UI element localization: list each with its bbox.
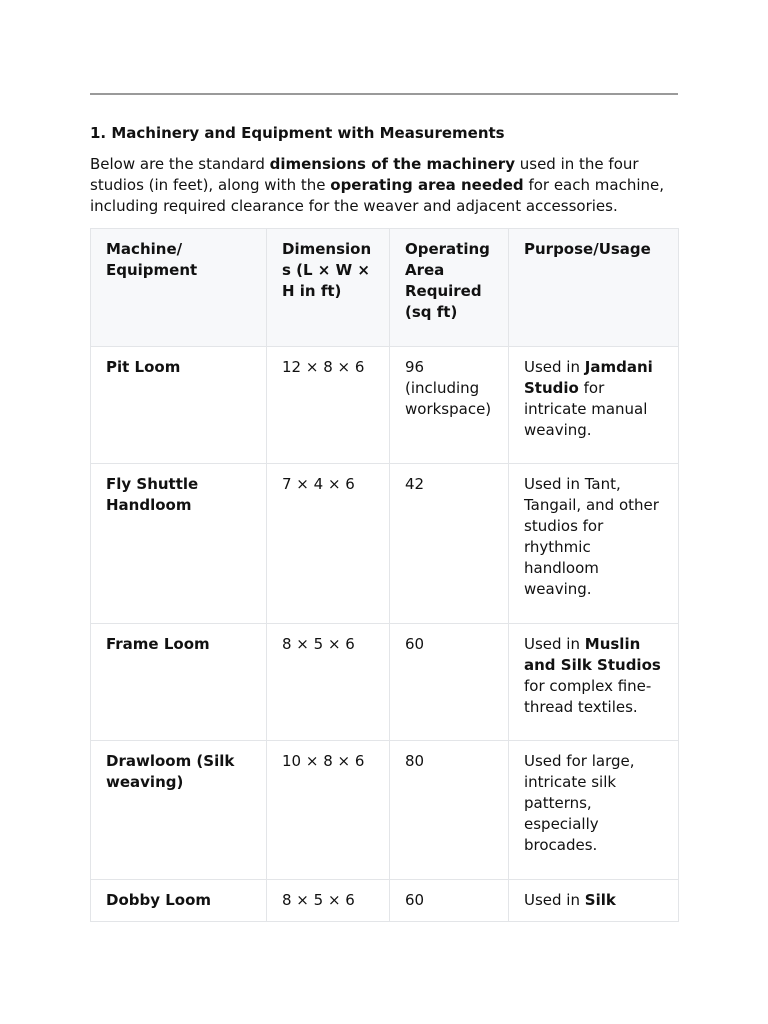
- emphasis-text: dimensions of the machinery: [269, 155, 515, 173]
- cell-dimensions: 8 × 5 × 6: [267, 880, 390, 922]
- text-run: Below are the standard: [90, 155, 270, 173]
- header-machine: Machine/ Equipment: [91, 229, 267, 347]
- cell-dimensions: 12 × 8 × 6: [267, 347, 390, 464]
- text-run: used in the four studios (in feet), along with the: [90, 155, 639, 194]
- cell-purpose: [509, 880, 679, 922]
- table-row: [91, 624, 679, 741]
- cell-dimensions: 7 × 4 × 6: [267, 464, 390, 624]
- cell-area: 60: [390, 880, 509, 922]
- emphasis-text: Jamdani Studio: [524, 358, 653, 397]
- cell-purpose: [509, 741, 679, 880]
- text-run: for each machine, including required clearance for the weaver and adjacent accessories.: [90, 176, 665, 215]
- text-run: for intricate manual weaving.: [524, 379, 648, 439]
- header-dimensions: Dimensions (L × W × H in ft): [267, 229, 390, 347]
- intro-paragraph: [90, 154, 680, 217]
- cell-dimensions: 8 × 5 × 6: [267, 624, 390, 741]
- emphasis-text: Silk: [584, 891, 616, 909]
- emphasis-text: Muslin and Silk Studios: [524, 635, 661, 674]
- cell-machine: Pit Loom: [91, 347, 267, 464]
- cell-dimensions: 10 × 8 × 6: [267, 741, 390, 880]
- section-title: 1. Machinery and Equipment with Measurements: [90, 124, 505, 142]
- cell-machine: Drawloom (Silk weaving): [91, 741, 267, 880]
- table-row: [91, 464, 679, 624]
- cell-machine: Frame Loom: [91, 624, 267, 741]
- cell-area: 42: [390, 464, 509, 624]
- cell-purpose: [509, 464, 679, 624]
- cell-purpose: [509, 347, 679, 464]
- text-run: for complex fine-thread textiles.: [524, 677, 652, 716]
- text-run: Used for large, intricate silk patterns, especially brocades.: [524, 752, 635, 854]
- table-row: [91, 880, 679, 922]
- emphasis-text: operating area needed: [330, 176, 524, 194]
- cell-machine: Dobby Loom: [91, 880, 267, 922]
- header-purpose: Purpose/Usage: [509, 229, 679, 347]
- machinery-table: [90, 228, 679, 922]
- cell-machine: Fly Shuttle Handloom: [91, 464, 267, 624]
- cell-purpose: [509, 624, 679, 741]
- text-run: Used in: [524, 358, 585, 376]
- cell-area: 96 (including workspace): [390, 347, 509, 464]
- table-row: [91, 741, 679, 880]
- table-row: [91, 347, 679, 464]
- table-header-row: [91, 229, 679, 347]
- header-area: Operating Area Required (sq ft): [390, 229, 509, 347]
- cell-area: 80: [390, 741, 509, 880]
- cell-area: 60: [390, 624, 509, 741]
- text-run: Used in Tant, Tangail, and other studios for rhythmic handloom weaving.: [524, 475, 659, 598]
- text-run: Used in: [524, 635, 585, 653]
- text-run: Used in: [524, 891, 585, 909]
- horizontal-rule: [90, 93, 678, 95]
